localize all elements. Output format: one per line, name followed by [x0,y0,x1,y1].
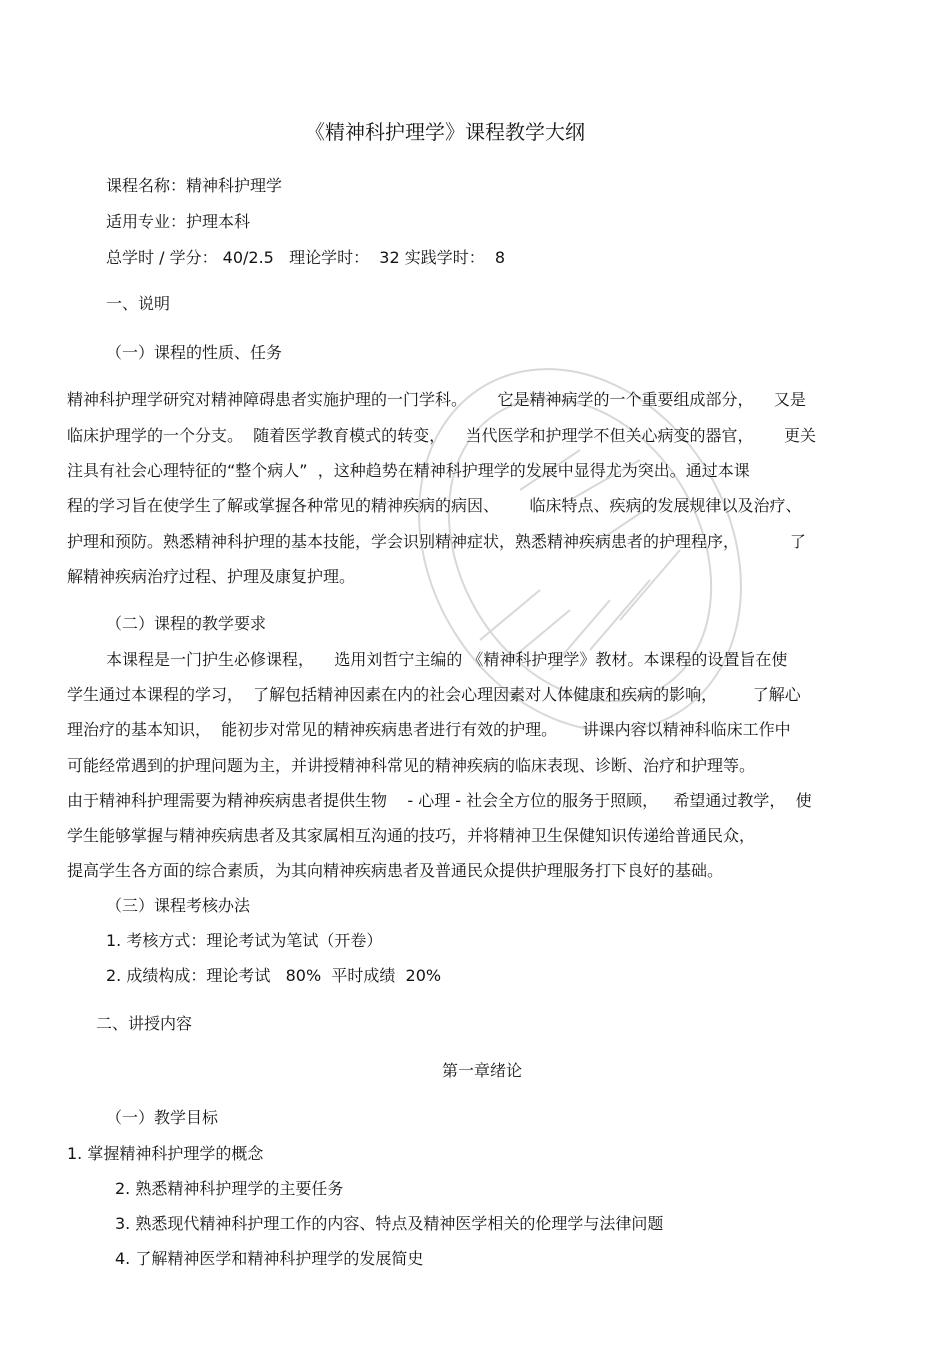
paragraph-line: 解精神疾病治疗过程、护理及康复护理。 [67,567,356,586]
list-item: 4. 了解精神医学和精神科护理学的发展简史 [115,1249,424,1268]
paragraph-line: 精神科护理学研究对精神障碍患者实施护理的一门学科。 它是精神病学的一个重要组成部分， 又是 [67,390,806,409]
subsection-heading: （二）课程的教学要求 [106,614,267,633]
list-item: 2. 成绩构成：理论考试 80% 平时成绩 20% [106,966,442,985]
chapter-title: 第一章绪论 [442,1061,523,1080]
section-heading: 一、说明 [106,294,171,313]
section-heading: 二、讲授内容 [96,1014,193,1033]
subsection-heading: （一）教学目标 [106,1108,219,1127]
paragraph-line: 学生通过本课程的学习， 了解包括精神因素在内的社会心理因素对人体健康和疾病的影响， 了解心 [67,685,801,704]
course-hours: 总学时 / 学分： 40/2.5 理论学时： 32 实践学时： 8 [106,248,506,267]
subsection-heading: （三）课程考核办法 [106,896,251,915]
paragraph-line: 程的学习旨在使学生了解或掌握各种常见的精神疾病的病因、 临床特点、疾病的发展规律以及治疗、 [67,496,802,515]
course-name: 课程名称：精神科护理学 [106,176,283,195]
paragraph-line: 可能经常遇到的护理问题为主，并讲授精神科常见的精神疾病的临床表现、诊断、治疗和护理等。 [67,756,756,775]
paragraph-line: 由于精神科护理需要为精神疾病患者提供生物 - 心理 - 社会全方位的服务于照顾， 希望通过教学， 使 [67,791,812,810]
page-title: 《精神科护理学》课程教学大纲 [305,120,585,144]
subsection-heading: （一）课程的性质、任务 [106,343,283,362]
paragraph-line: 学生能够掌握与精神疾病患者及其家属相互沟通的技巧，并将精神卫生保健知识传递给普通民众， [67,826,756,845]
list-item: 2. 熟悉精神科护理学的主要任务 [115,1179,344,1198]
paragraph-line: 本课程是一门护生必修课程， 选用刘哲宁主编的 《精神科护理学》教材。本课程的设置旨在使 [106,650,788,669]
list-item: 1. 掌握精神科护理学的概念 [67,1144,264,1163]
paragraph-line: 理治疗的基本知识， 能初步对常见的精神疾病患者进行有效的护理。 讲课内容以精神科临床工作中 [67,720,791,739]
paragraph-line: 注具有社会心理特征的“整个病人” ，这种趋势在精神科护理学的发展中显得尤为突出。通过本课 [67,461,750,480]
list-item: 3. 熟悉现代精神科护理工作的内容、特点及精神医学相关的伦理学与法律问题 [115,1214,664,1233]
paragraph-line: 提高学生各方面的综合素质，为其向精神疾病患者及普通民众提供护理服务打下良好的基础。 [67,861,724,880]
list-item: 1. 考核方式：理论考试为笔试（开卷） [106,931,383,950]
paragraph-line: 护理和预防。熟悉精神科护理的基本技能，学会识别精神症状，熟悉精神疾病患者的护理程序， 了 [67,532,806,551]
course-major: 适用专业：护理本科 [106,212,251,231]
paragraph-line: 临床护理学的一个分支。 随着医学教育模式的转变， 当代医学和护理学不但关心病变的器官， 更关 [67,426,817,445]
